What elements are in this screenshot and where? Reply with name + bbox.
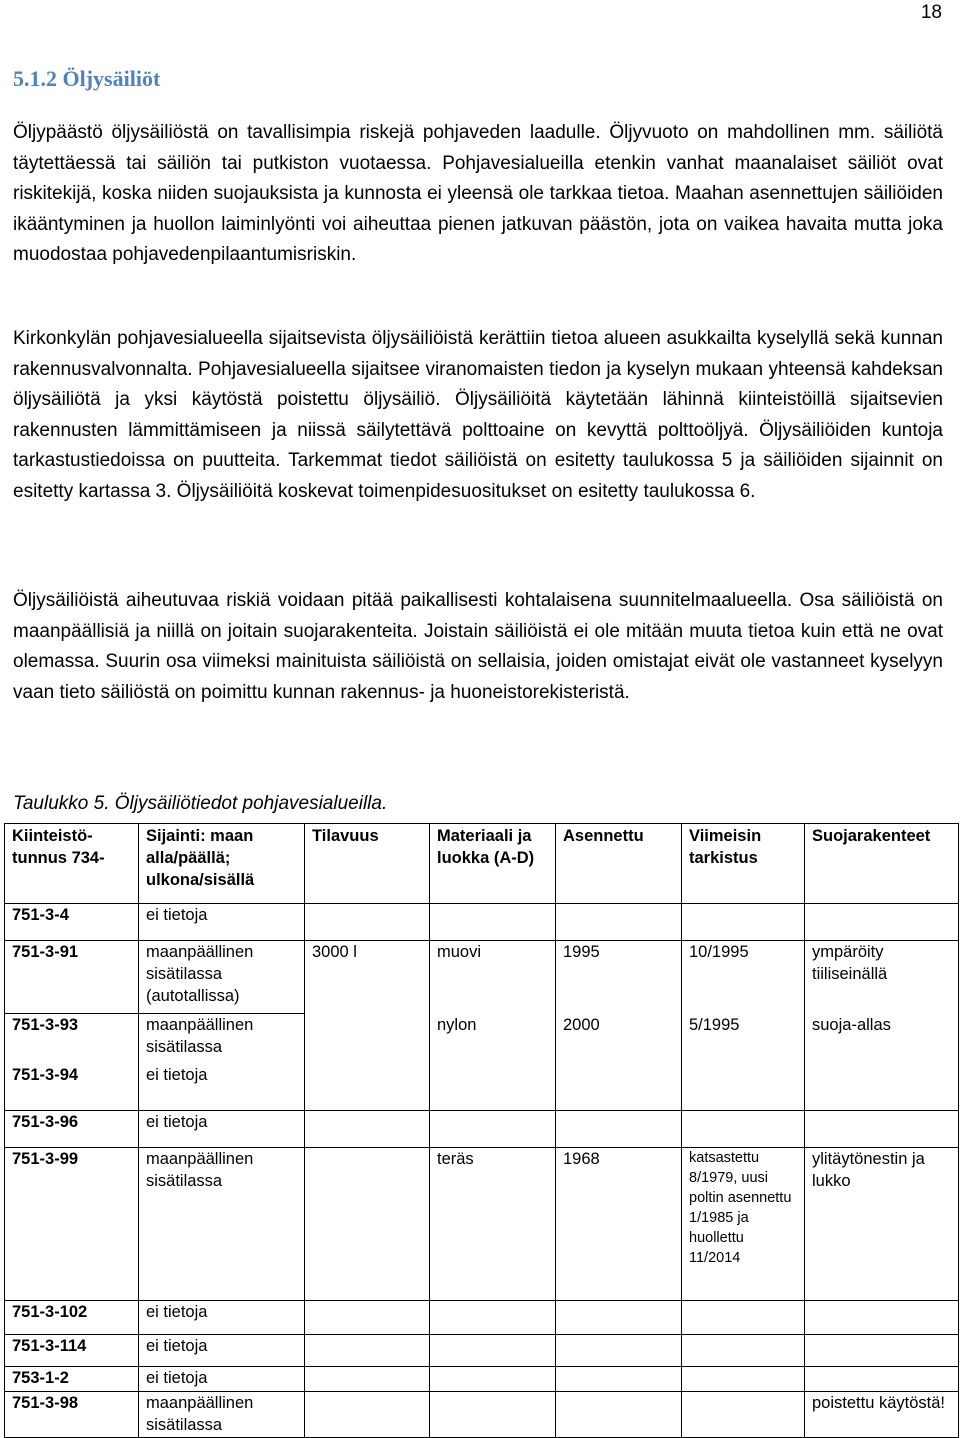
cell-material: nylon [430, 1014, 556, 1064]
cell-location: maanpäällinen sisätilassa [139, 1148, 305, 1301]
cell-location: maanpäällinen sisätilassa [139, 1392, 305, 1438]
cell-last-inspection [682, 904, 805, 941]
cell-location: ei tietoja [139, 1064, 305, 1111]
cell-location: ei tietoja [139, 1111, 305, 1148]
header-last-inspection: Viimeisin tarkistus [682, 824, 805, 904]
table-row [5, 1335, 959, 1367]
cell-installed [556, 1335, 682, 1367]
paragraph-1: Öljypäästö öljysäiliöstä on tavallisimpia riskejä pohjaveden laadulle. Öljyvuoto on mahdollinen mm. säiliötä täytettäessä tai säiliön tai putkiston vuotaessa. Pohjavesialueilla etenkin vanhat maanalaiset säiliöt ovat riskitekijä, koska niiden suojauksista ja kunnosta ei yleensä ole tarkkaa tietoa. Maahan asennettujen säiliöiden ikääntyminen ja huollon laiminlyönti voi aiheuttaa pienen jatkuvan päästön, jota on vaikea havaita mutta joka muodostaa pohjavedenpilaantumisriskin. [13, 122, 943, 265]
cell-protection: ylitäytönestin ja lukko [805, 1148, 959, 1301]
cell-property-id: 751-3-98 [5, 1392, 139, 1438]
cell-protection: ympäröity tiiliseinällä [805, 941, 959, 1014]
section-heading: 5.1.2 Öljysäiliöt [13, 66, 161, 91]
header-installed: Asennettu [556, 824, 682, 904]
table-row [5, 941, 959, 1014]
table-caption: Taulukko 5. Öljysäiliötiedot pohjavesialueilla. [13, 793, 388, 814]
cell-last-inspection [682, 1335, 805, 1367]
cell-last-inspection: 5/1995 [682, 1014, 805, 1064]
cell-protection [805, 1064, 959, 1111]
cell-property-id: 751-3-91 [5, 941, 139, 1014]
paragraph-2: Kirkonkylän pohjavesialueella sijaitsevista öljysäiliöistä kerättiin tietoa alueen asukkailta kyselyllä sekä kunnan rakennusvalvonnalta. Pohjavesialueella sijaitsee viranomaisten tiedon ja kyselyn mukaan yhteensä kahdeksan öljysäiliötä ja yksi käytöstä poistettu öljysäiliö. Öljysäiliöitä käytetään lähinnä kiinteistöillä sijaitsevien rakennusten lämmittämiseen ja niissä säilytettävä polttoaine on kevyttä polttoöljyä. Öljysäiliöiden kuntoja tarkastustiedoissa on puutteita. Tarkemmat tiedot säiliöistä on esitetty taulukossa 5 ja säiliöiden sijainnit on esitetty kartassa 3. Öljysäiliöitä koskevat toimenpidesuositukset on esitetty taulukossa 6. [13, 328, 943, 502]
cell-volume [305, 1148, 430, 1301]
cell-volume [305, 1367, 430, 1392]
cell-installed: 2000 [556, 1014, 682, 1064]
cell-location: maanpäällinen sisätilassa (autotallissa) [139, 941, 305, 1014]
cell-last-inspection [682, 1301, 805, 1335]
cell-location: ei tietoja [139, 1301, 305, 1335]
cell-installed [556, 1301, 682, 1335]
cell-volume [305, 1014, 430, 1064]
cell-last-inspection [682, 1111, 805, 1148]
cell-material [430, 1335, 556, 1367]
table-row [5, 1367, 959, 1392]
cell-location: ei tietoja [139, 1367, 305, 1392]
cell-installed [556, 1392, 682, 1438]
cell-location: maanpäällinen sisätilassa [139, 1014, 305, 1064]
cell-property-id: 751-3-94 [5, 1064, 139, 1111]
table-row [5, 1392, 959, 1438]
table-row [5, 1111, 959, 1148]
cell-installed [556, 1367, 682, 1392]
cell-last-inspection: katsastettu 8/1979, uusi poltin asennettu 1/1985 ja huollettu 11/2014 [682, 1148, 805, 1301]
cell-property-id: 753-1-2 [5, 1367, 139, 1392]
header-protection: Suojarakenteet [805, 824, 959, 904]
cell-property-id: 751-3-93 [5, 1014, 139, 1064]
cell-protection [805, 1111, 959, 1148]
oil-tank-table [4, 823, 959, 1438]
cell-volume [305, 1335, 430, 1367]
cell-material: muovi [430, 941, 556, 1014]
header-location: Sijainti: maan alla/päällä; ulkona/sisällä [139, 824, 305, 904]
table-row [5, 1148, 959, 1301]
cell-protection: poistettu käytöstä! [805, 1392, 959, 1438]
paragraph-3: Öljysäiliöistä aiheutuvaa riskiä voidaan pitää paikallisesti kohtalaisena suunnitelmaalueella. Osa säiliöistä on maanpäällisiä ja niillä on joitain suojarakenteita. Joistain säiliöistä ei ole mitään muuta tietoa kuin että ne ovat olemassa. Suurin osa viimeksi mainituista säiliöistä on sellaisia, joiden omistajat eivät ole vastanneet kyselyyn vaan tieto säiliöstä on poimittu kunnan rakennus- ja huoneistorekisteristä. [13, 590, 943, 703]
cell-last-inspection: 10/1995 [682, 941, 805, 1014]
cell-last-inspection [682, 1064, 805, 1111]
header-property-id: Kiinteistötunnus 734- [5, 824, 139, 904]
table-row [5, 1014, 959, 1064]
cell-protection [805, 1301, 959, 1335]
cell-material [430, 1367, 556, 1392]
cell-volume [305, 1064, 430, 1111]
table-row [5, 1064, 959, 1111]
cell-volume [305, 1111, 430, 1148]
cell-last-inspection [682, 1392, 805, 1438]
cell-material: teräs [430, 1148, 556, 1301]
table-header-row [5, 824, 959, 904]
cell-installed: 1995 [556, 941, 682, 1014]
cell-installed [556, 1111, 682, 1148]
header-material: Materiaali ja luokka (A-D) [430, 824, 556, 904]
cell-volume: 3000 l [305, 941, 430, 1014]
cell-installed [556, 904, 682, 941]
cell-location: ei tietoja [139, 904, 305, 941]
cell-last-inspection [682, 1367, 805, 1392]
cell-volume [305, 1392, 430, 1438]
cell-property-id: 751-3-4 [5, 904, 139, 941]
cell-volume [305, 904, 430, 941]
table-row [5, 1301, 959, 1335]
cell-installed: 1968 [556, 1148, 682, 1301]
page-number: 18 [920, 2, 942, 23]
cell-material [430, 1064, 556, 1111]
cell-installed [556, 1064, 682, 1111]
cell-material [430, 1301, 556, 1335]
cell-property-id: 751-3-96 [5, 1111, 139, 1148]
cell-protection: suoja-allas [805, 1014, 959, 1064]
cell-property-id: 751-3-114 [5, 1335, 139, 1367]
cell-material [430, 1392, 556, 1438]
cell-material [430, 904, 556, 941]
cell-location: ei tietoja [139, 1335, 305, 1367]
header-volume: Tilavuus [305, 824, 430, 904]
cell-protection [805, 1367, 959, 1392]
cell-volume [305, 1301, 430, 1335]
cell-property-id: 751-3-99 [5, 1148, 139, 1301]
cell-property-id: 751-3-102 [5, 1301, 139, 1335]
cell-material [430, 1111, 556, 1148]
cell-protection [805, 904, 959, 941]
table-row [5, 904, 959, 941]
cell-protection [805, 1335, 959, 1367]
